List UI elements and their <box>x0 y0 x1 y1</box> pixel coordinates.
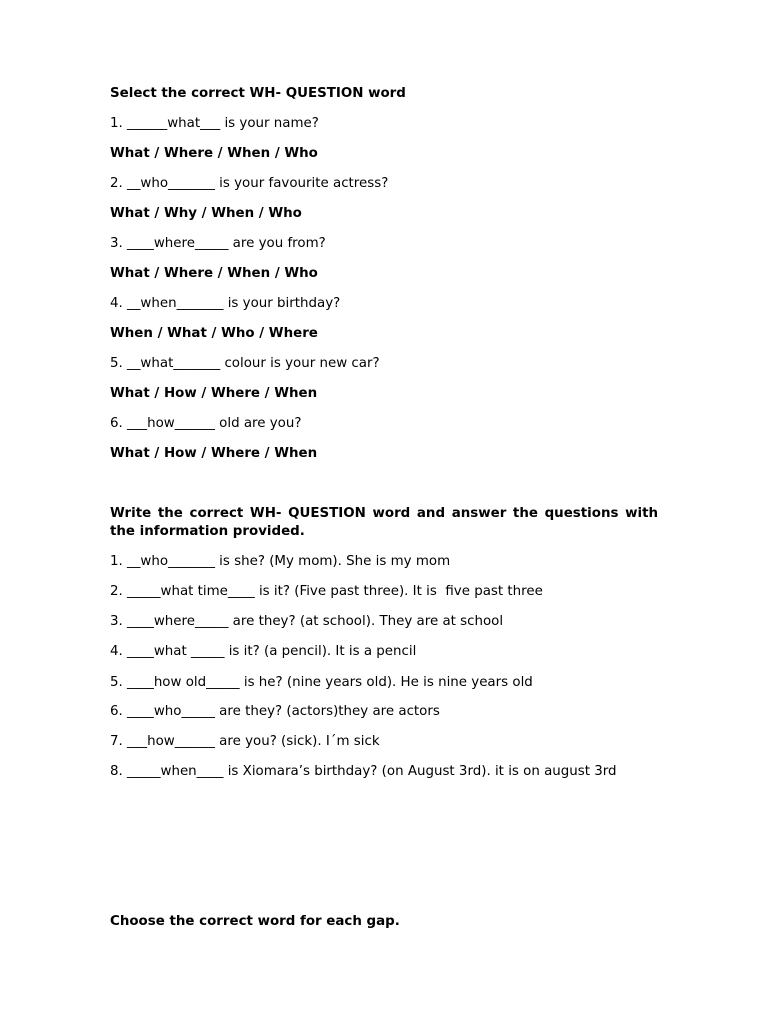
s1-question-4: 4. __when_______ is your birthday? <box>110 296 341 311</box>
s2-item-1: 1. __who_______ is she? (My mom). She is my mom <box>110 554 451 569</box>
s1-question-2: 2. __who_______ is your favourite actress? <box>110 176 389 191</box>
section1-heading: Select the correct WH- QUESTION word <box>110 86 406 101</box>
s2-item-3: 3. ____where_____ are they? (at school). They are at school <box>110 614 504 629</box>
section2-heading: Write the correct WH- QUESTION word and answer the questions with the information provided. <box>110 506 658 539</box>
s1-options-1: What / Where / When / Who <box>110 146 318 161</box>
s1-question-3: 3. ____where_____ are you from? <box>110 236 326 251</box>
s1-question-5: 5. __what_______ colour is your new car? <box>110 356 380 371</box>
s1-options-3: What / Where / When / Who <box>110 266 318 281</box>
s1-options-6: What / How / Where / When <box>110 446 318 461</box>
s1-options-2: What / Why / When / Who <box>110 206 302 221</box>
s2-item-6: 6. ____who_____ are they? (actors)they are actors <box>110 704 440 719</box>
section3-heading: Choose the correct word for each gap. <box>110 914 400 929</box>
s2-item-5: 5. ____how old_____ is he? (nine years old). He is nine years old <box>110 675 533 690</box>
s1-options-4: When / What / Who / Where <box>110 326 318 341</box>
s2-item-4: 4. ____what _____ is it? (a pencil). It is a pencil <box>110 644 417 659</box>
s1-question-6: 6. ___how______ old are you? <box>110 416 302 431</box>
s1-question-1: 1. ______what___ is your name? <box>110 116 319 131</box>
s2-item-2: 2. _____what time____ is it? (Five past three). It is five past three <box>110 584 543 599</box>
s2-item-7: 7. ___how______ are you? (sick). I´m sick <box>110 734 380 749</box>
s2-item-8: 8. _____when____ is Xiomara’s birthday? (on August 3rd). it is on august 3rd <box>110 764 617 779</box>
s1-options-5: What / How / Where / When <box>110 386 318 401</box>
